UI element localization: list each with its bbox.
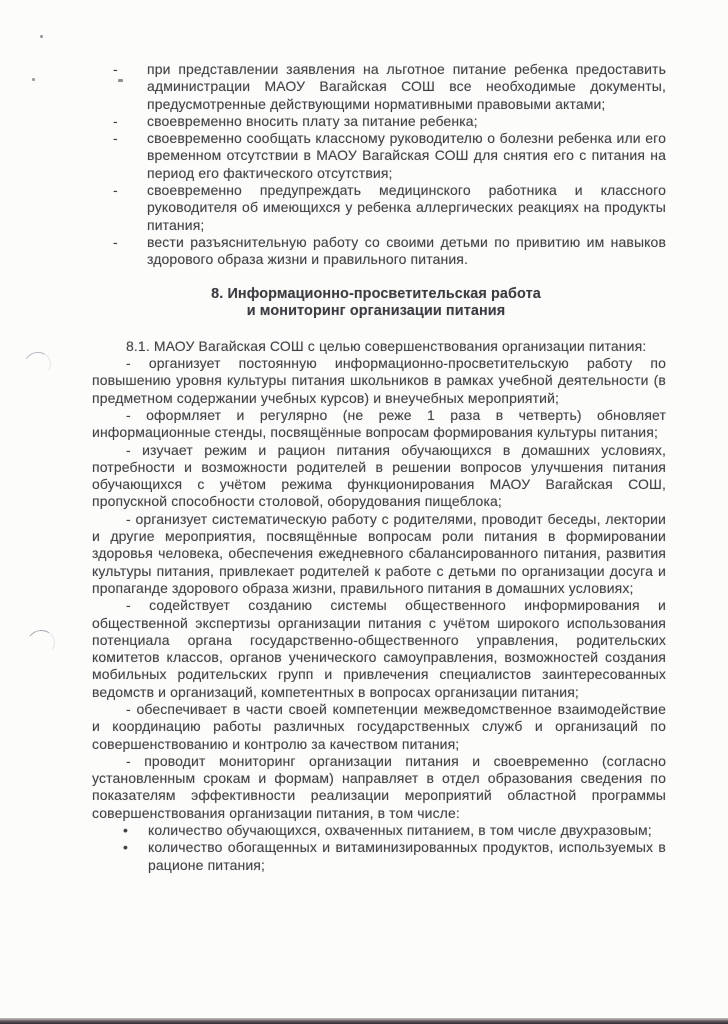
scan-bottom-edge <box>0 1018 728 1024</box>
list-item-text: своевременно сообщать классному руководителю о болезни ребенка или его временном отсутствии в МАОУ Вагайская СОШ для снятия его с питания на период его фактического отсутствия; <box>147 130 666 181</box>
scan-speck <box>32 78 35 81</box>
list-item <box>92 839 666 874</box>
list-item <box>92 182 666 234</box>
scan-speck <box>40 35 43 38</box>
paragraph-8-1: 8.1. МАОУ Вагайская СОШ с целью совершенствования организации питания: <box>126 337 647 354</box>
bullet-marker: • <box>123 839 129 856</box>
section-heading-line2: и мониторинг организации питания <box>246 303 506 320</box>
dash-marker: - <box>113 233 118 250</box>
list-item <box>92 130 666 182</box>
section-heading <box>92 286 660 321</box>
parent-obligations-list <box>92 61 666 269</box>
dash-marker: - <box>113 112 118 129</box>
list-item-text: вести разъяснительную работу со своими детьми по привитию им навыков здорового образа жизни и правильного питания. <box>147 233 666 268</box>
bullet-marker: • <box>123 822 129 839</box>
list-item <box>92 822 666 839</box>
policy-paragraph: - содействует созданию системы общественного информирования и общественной экспертизы организации питания с учётом широкого использования потенциала органа государственно-общественного управления, родительских комитетов классов, органов ученического самоуправления, возможностей создания мобильных родительских групп и привлечения специалистов заинтересованных ведомств и организаций, компетентных в вопросах организации питания; <box>92 597 666 700</box>
list-item <box>92 234 666 269</box>
policy-paragraph: - изучает режим и рацион питания обучающихся в домашних условиях, потребности и возможности родителей в решении вопросов улучшения питания обучающихся с учётом режима функционирования МАОУ Вагайская СОШ, пропускной способности столовой, оборудования пищеблока; <box>92 441 666 510</box>
policy-paragraph: - организует систематическую работу с родителями, проводит беседы, лектории и другие мероприятия, посвящённые вопросам роли питания в формировании здоровья человека, обеспечения ежедневного сбалансированного питания, развития культуры питания, привлекает родителей к работе с детьми по организации досуга и пропаганде здорового образа жизни, правильного питания в домашних условиях; <box>92 510 666 596</box>
policy-paragraph: - обеспечивает в части своей компетенции межведомственное взаимодействие и координацию работы различных государственных служб и организаций по совершенствованию и контролю за качеством питания; <box>92 700 666 752</box>
list-item-text: количество обогащенных и витаминизированных продуктов, используемых в рационе питания; <box>148 839 666 873</box>
binder-ring-shadow <box>21 349 53 380</box>
dash-marker: - <box>113 61 118 77</box>
dash-marker: - <box>113 130 118 147</box>
section-heading-line1: 8. Информационно-просветительская работа <box>211 285 541 302</box>
policy-paragraph: - организует постоянную информационно-просветительскую работу по повышению уровня культуры питания школьников в рамках учебной деятельности (в предметном содержании учебных курсов) и внеучебных мероприятий; <box>92 355 666 406</box>
document-content <box>92 61 666 874</box>
list-item-text: своевременно предупреждать медицинского работника и классного руководителя об имеющихся у ребенка аллергических реакциях на продукты питания; <box>147 182 666 233</box>
list-item-text: количество обучающихся, охваченных питанием, в том числе двухразовым; <box>148 822 652 839</box>
policy-paragraph: - проводит мониторинг организации питания и своевременно (согласно установленным срокам и формам) направляет в отдел образования сведения по показателям эффективности реализации мероприятий областной программы совершенствования организации питания, в том числе: <box>92 752 666 821</box>
list-item-text: при представлении заявления на льготное питание ребенка предоставить администрации МАОУ Вагайская СОШ все необходимые документы, предусмотренные действующими нормативными правовыми актами; <box>147 61 666 112</box>
binder-ring-shadow <box>25 628 57 658</box>
list-item-text: своевременно вносить плату за питание ребенка; <box>147 112 478 129</box>
policy-paragraph: - оформляет и регулярно (не реже 1 раза в четверть) обновляет информационные стенды, посвящённые вопросам формирования культуры питания; <box>92 406 666 441</box>
dash-marker: - <box>113 182 118 199</box>
list-item <box>92 113 666 130</box>
list-item <box>92 61 666 113</box>
monitoring-indicators-list <box>92 822 666 874</box>
